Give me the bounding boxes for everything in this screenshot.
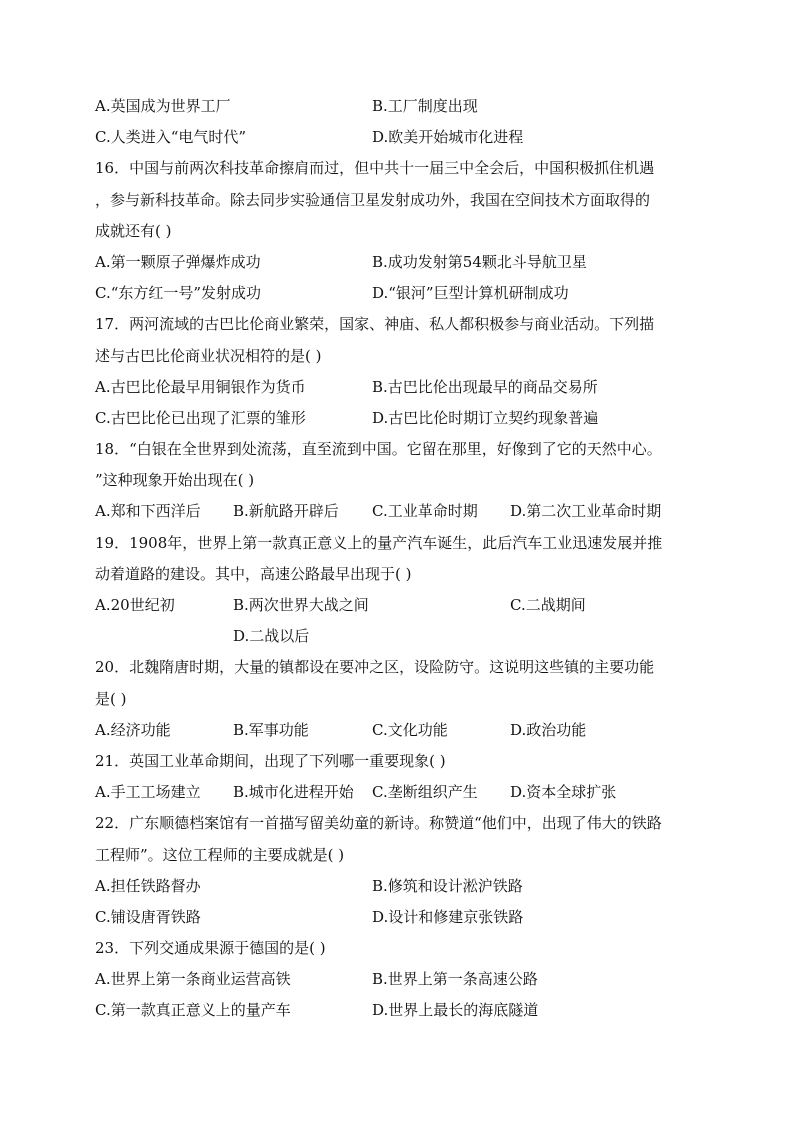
q20-stem-line-1: 20．北魏隋唐时期，大量的镇都设在要冲之区，设险防守。这说明这些镇的主要功能 xyxy=(95,658,655,677)
q16-stem-line-1: 16．中国与前两次科技革命擦肩而过，但中共十一届三中全会后，中国积极抓住机遇 xyxy=(95,159,655,178)
q21-options-row xyxy=(95,777,734,808)
q22-option-b[interactable]: B.修筑和设计淞沪铁路 xyxy=(372,876,523,895)
q20-option-a[interactable]: A.经济功能 xyxy=(95,720,171,739)
q15-option-d[interactable]: D.欧美开始城市化进程 xyxy=(372,128,524,147)
q16-option-c[interactable]: C.“东方红一号”发射成功 xyxy=(95,284,262,303)
q19-stem-line-2: 动着道路的建设。其中，高速公路最早出现于( ) xyxy=(95,564,412,583)
q17-options-row-1 xyxy=(95,372,734,403)
q23-options-row-1 xyxy=(95,964,734,995)
q19-option-b[interactable]: B.两次世界大战之间 xyxy=(233,596,369,614)
q17-option-d[interactable]: D.古巴比伦时期订立契约现象普遍 xyxy=(372,408,599,427)
q18-options-row xyxy=(95,496,734,527)
q20-option-b[interactable]: B.军事功能 xyxy=(233,720,309,739)
q21-option-c[interactable]: C.垄断组织产生 xyxy=(372,783,478,802)
q21-option-a[interactable]: A.手工工场建立 xyxy=(95,783,201,802)
q23-stem-line-1: 23．下列交通成果源于德国的是( ) xyxy=(95,939,326,958)
q19-options-row-2 xyxy=(95,621,734,652)
q20-options-row xyxy=(95,715,734,746)
q23-option-b[interactable]: B.世界上第一条高速公路 xyxy=(372,970,538,989)
q17-option-c[interactable]: C.古巴比伦已出现了汇票的雏形 xyxy=(95,408,306,427)
q22-option-d[interactable]: D.设计和修建京张铁路 xyxy=(372,907,524,926)
q22-stem-line-2: 工程师”。这位工程师的主要成就是( ) xyxy=(95,845,345,864)
q17-stem-line-1: 17．两河流域的古巴比伦商业繁荣，国家、神庙、私人都积极参与商业活动。下列描 xyxy=(95,315,655,334)
q18-option-a[interactable]: A.郑和下西洋后 xyxy=(95,502,201,521)
q17-stem-line-2: 述与古巴比伦商业状况相符的是( ) xyxy=(95,346,322,365)
q20-option-d[interactable]: D.政治功能 xyxy=(510,720,587,739)
q18-stem-line-1: 18．“白银在全世界到处流荡，直至流到中国。它留在那里，好像到了它的天然中心。 xyxy=(95,440,662,459)
q23-options-row-2 xyxy=(95,995,734,1026)
q17-option-b[interactable]: B.古巴比伦出现最早的商品交易所 xyxy=(372,377,598,396)
q16-stem-line-2: ，参与新科技革命。除去同步实验通信卫星发射成功外，我国在空间技术方面取得的 xyxy=(95,190,651,209)
q18-stem-line-2: ”这种现象开始出现在( ) xyxy=(95,471,255,490)
q15-option-a[interactable]: A.英国成为世界工厂 xyxy=(95,97,231,115)
q19-option-d[interactable]: D.二战以后 xyxy=(233,627,310,646)
q15-option-c[interactable]: C.人类进入“电气时代” xyxy=(95,128,247,147)
q23-option-a[interactable]: A.世界上第一条商业运营高铁 xyxy=(95,970,291,989)
q20-stem-line-2: 是( ) xyxy=(95,689,127,708)
q15-option-b[interactable]: B.工厂制度出现 xyxy=(372,97,478,115)
q22-stem-line-1: 22．广东顺德档案馆有一首描写留美幼童的新诗。称赞道“他们中，出现了伟大的铁路 xyxy=(95,814,662,833)
q21-option-b[interactable]: B.城市化进程开始 xyxy=(233,783,354,802)
q19-options-row-1 xyxy=(95,590,734,621)
q19-option-c[interactable]: C.二战期间 xyxy=(510,596,586,614)
q16-option-b[interactable]: B.成功发射第54颗北斗导航卫星 xyxy=(372,252,587,271)
q16-stem-line-3: 成就还有( ) xyxy=(95,221,172,240)
q22-option-c[interactable]: C.铺设唐胥铁路 xyxy=(95,907,201,926)
q18-option-d[interactable]: D.第二次工业革命时期 xyxy=(510,502,662,521)
q18-option-b[interactable]: B.新航路开辟后 xyxy=(233,502,339,521)
q16-options-row-1 xyxy=(95,247,734,278)
q21-stem-line-1: 21．英国工业革命期间，出现了下列哪一重要现象( ) xyxy=(95,751,446,770)
q16-option-d[interactable]: D.“银河”巨型计算机研制成功 xyxy=(372,284,569,303)
q22-option-a[interactable]: A.担任铁路督办 xyxy=(95,876,201,895)
q21-option-d[interactable]: D.资本全球扩张 xyxy=(510,783,617,802)
q19-option-a[interactable]: A.20世纪初 xyxy=(95,596,175,614)
q16-option-a[interactable]: A.第一颗原子弹爆炸成功 xyxy=(95,252,261,271)
q15-options-row-2 xyxy=(95,122,734,153)
q16-options-row-2 xyxy=(95,278,734,309)
q23-option-d[interactable]: D.世界上最长的海底隧道 xyxy=(372,1001,539,1020)
q18-option-c[interactable]: C.工业革命时期 xyxy=(372,502,478,521)
q22-options-row-2 xyxy=(95,902,734,933)
q22-options-row-1 xyxy=(95,871,734,902)
q20-option-c[interactable]: C.文化功能 xyxy=(372,720,448,739)
q17-option-a[interactable]: A.古巴比伦最早用铜银作为货币 xyxy=(95,377,306,396)
q15-options-row-1 xyxy=(95,91,734,122)
q23-option-c[interactable]: C.第一款真正意义上的量产车 xyxy=(95,1001,291,1020)
q19-stem-line-1: 19．1908年，世界上第一款真正意义上的量产汽车诞生，此后汽车工业迅速发展并推 xyxy=(95,533,663,552)
q17-options-row-2 xyxy=(95,403,734,434)
